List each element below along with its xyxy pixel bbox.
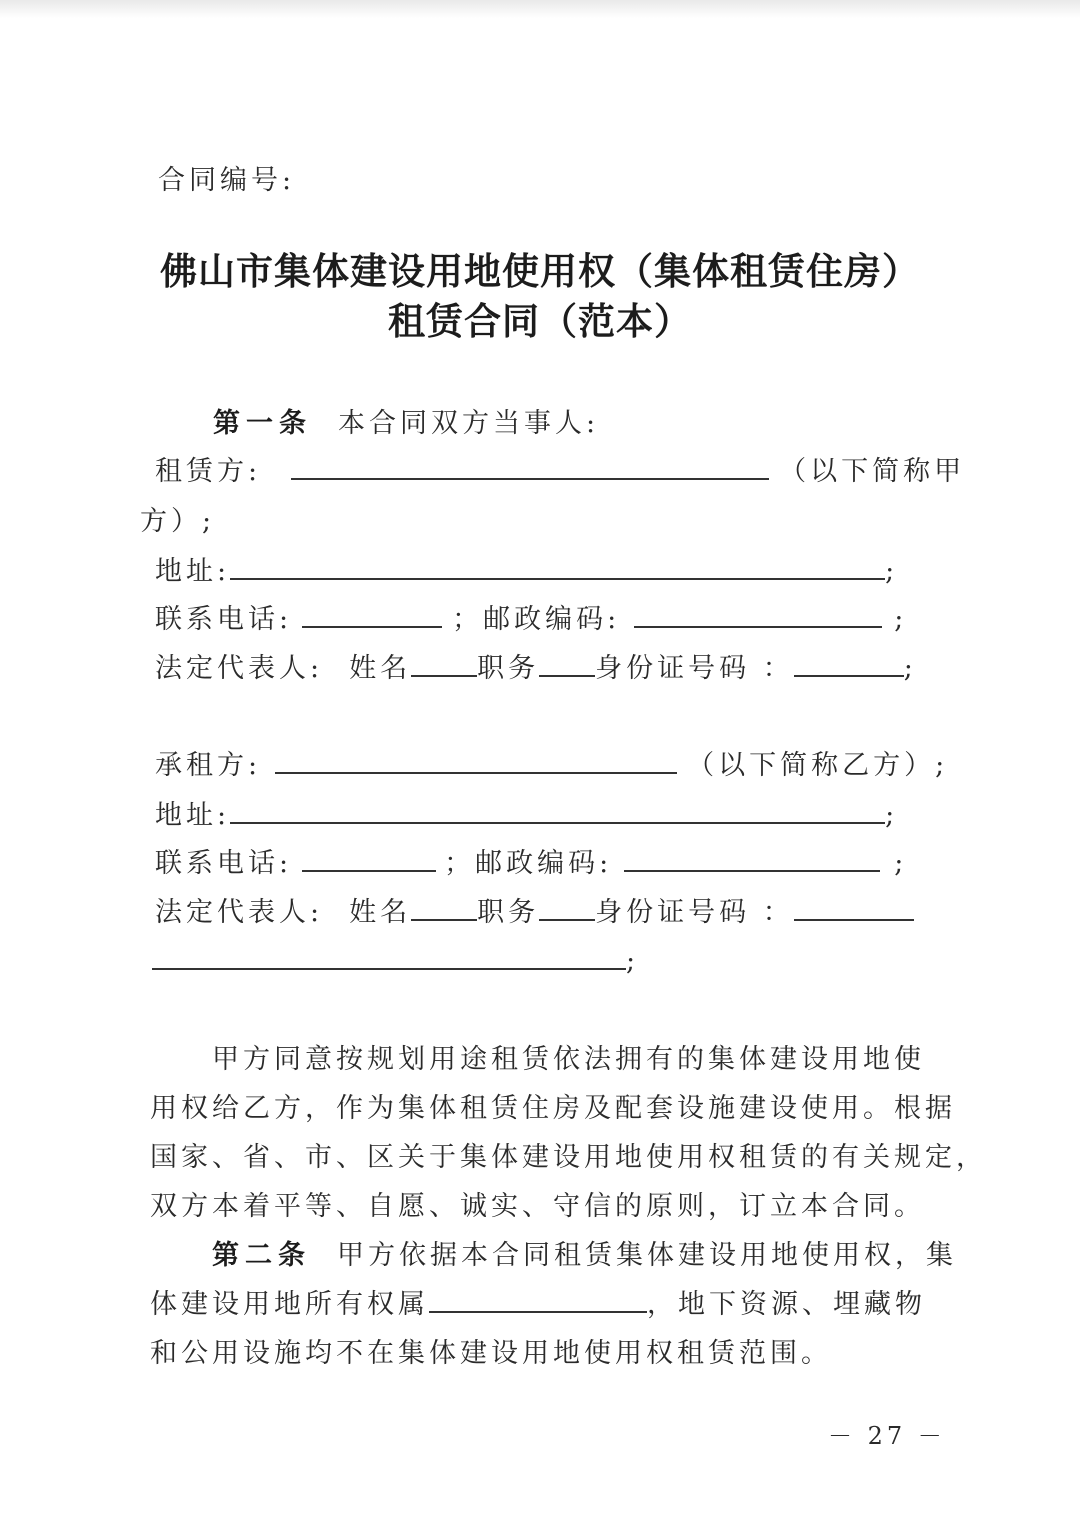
party-b-name-label: 姓名 (349, 897, 412, 928)
party-b-position-label: 职务 (477, 897, 540, 928)
party-b-postal-semicolon: ; (894, 848, 908, 879)
article1-heading: 第一条 (213, 408, 312, 439)
article2-text-1: 甲方依据本合同租赁集体建设用地使用权，集 (337, 1240, 957, 1271)
party-b-id-label: 身份证号码 ： (595, 897, 794, 928)
party-a-line (155, 455, 965, 489)
party-a-name-label: 姓名 (349, 653, 412, 684)
party-a-rep-semicolon: ; (903, 653, 917, 684)
article2-ownership-blank[interactable] (429, 1289, 647, 1313)
party-a-rep-id-blank[interactable] (794, 653, 904, 677)
party-b-phone-line (155, 847, 907, 881)
party-b-address-blank[interactable] (230, 800, 885, 824)
party-b-phone-blank[interactable] (302, 848, 436, 872)
document-title-line1: 佛山市集体建设用地使用权（集体租赁住房） (160, 249, 920, 293)
party-a-phone-line (155, 603, 907, 637)
party-a-rep-position-blank[interactable] (539, 653, 595, 677)
party-a-postal-blank[interactable] (634, 604, 882, 628)
party-b-rep-name-blank[interactable] (411, 897, 477, 921)
party-b-id-cont-line (152, 945, 639, 979)
party-b-suffix: （以下简称乙方）; (687, 750, 949, 781)
party-a-rep-label: 法定代表人: (155, 653, 324, 684)
party-b-postal-blank[interactable] (624, 848, 880, 872)
party-a-suffix: （以下简称甲 (779, 456, 966, 487)
article1 (213, 407, 599, 441)
party-a-address-semicolon: ; (885, 556, 899, 587)
party-a-postal-label: ；邮政编码: (452, 604, 621, 635)
party-a-address-line (155, 555, 898, 589)
party-b-rep-id-blank-cont[interactable] (152, 946, 626, 970)
article2-text-2b: ，地下资源、埋藏物 (647, 1289, 926, 1320)
party-a-suffix-cont: 方）; (140, 506, 216, 537)
party-a-postal-semicolon: ; (894, 604, 908, 635)
party-a-label: 租赁方: (155, 456, 262, 487)
article1-text: 本合同双方当事人: (338, 408, 600, 439)
paragraph-line-3: 国家、省、市、区关于集体建设用地使用权租赁的有关规定， (150, 1142, 987, 1173)
article2-line-2 (150, 1288, 926, 1322)
party-a-rep-name-blank[interactable] (411, 653, 477, 677)
article2-line-3: 和公用设施均不在集体建设用地使用权租赁范围。 (150, 1338, 832, 1369)
paragraph-line-2: 用权给乙方，作为集体租赁住房及配套设施建设使用。根据 (150, 1093, 956, 1124)
party-a-address-blank[interactable] (230, 556, 885, 580)
party-b-name-blank[interactable] (275, 750, 677, 774)
article2-heading: 第二条 (212, 1240, 311, 1271)
scan-edge (0, 0, 1080, 18)
party-a-phone-blank[interactable] (302, 604, 442, 628)
party-b-label: 承租方: (155, 750, 262, 781)
party-a-name-blank[interactable] (291, 456, 769, 480)
contract-number-label: 合同编号: (158, 165, 296, 196)
page-number: － 27 － (828, 1422, 946, 1450)
party-b-postal-label: ；邮政编码: (444, 848, 613, 879)
article2-text-2a: 体建设用地所有权属 (150, 1289, 429, 1320)
party-b-line (155, 749, 948, 783)
paragraph-line-4: 双方本着平等、自愿、诚实、守信的原则，订立本合同。 (150, 1191, 925, 1222)
party-a-rep-line (155, 652, 917, 686)
party-a-address-label: 地址: (155, 556, 231, 587)
article2-line-1 (212, 1239, 957, 1273)
party-a-id-label: 身份证号码 ： (595, 653, 794, 684)
party-b-rep-line (155, 896, 914, 930)
party-b-address-line (155, 799, 898, 833)
party-a-phone-label: 联系电话: (155, 604, 293, 635)
party-b-address-label: 地址: (155, 800, 231, 831)
party-b-rep-semicolon: ; (626, 946, 640, 977)
party-a-position-label: 职务 (477, 653, 540, 684)
paragraph-line-1: 甲方同意按规划用途租赁依法拥有的集体建设用地使 (212, 1044, 925, 1075)
party-b-rep-position-blank[interactable] (539, 897, 595, 921)
party-b-rep-id-blank[interactable] (794, 897, 914, 921)
party-b-rep-label: 法定代表人: (155, 897, 324, 928)
party-b-phone-label: 联系电话: (155, 848, 293, 879)
party-b-address-semicolon: ; (885, 800, 899, 831)
document-title-line2: 租赁合同（范本） (388, 299, 692, 343)
